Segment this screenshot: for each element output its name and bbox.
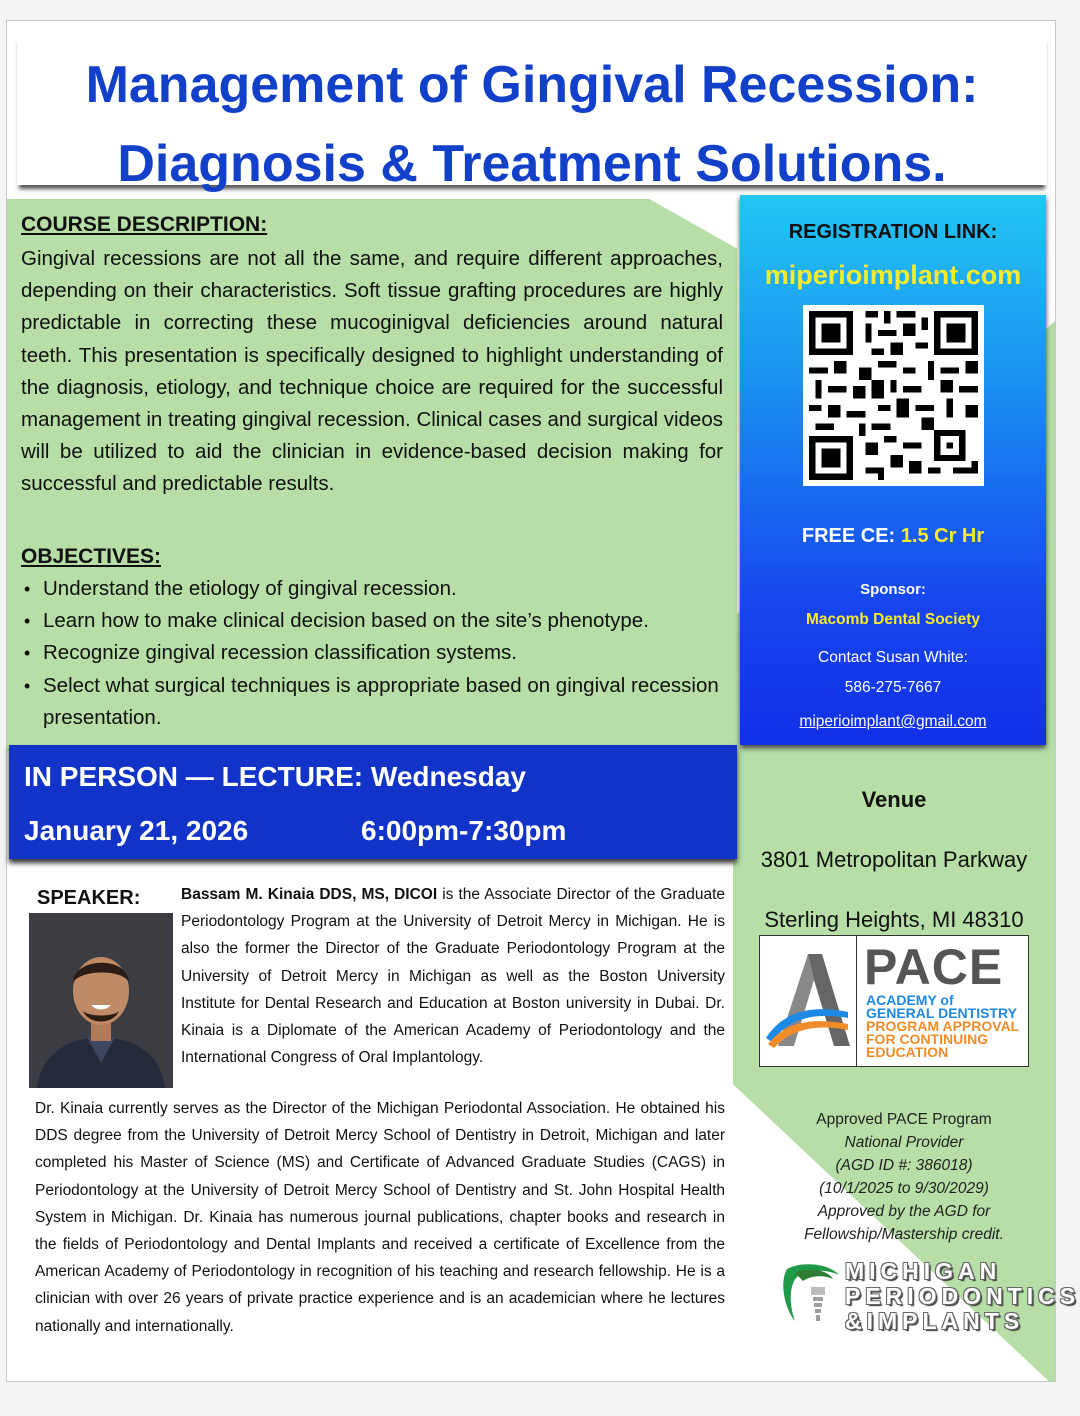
contact-phone[interactable]: 586-275-7667 [844, 679, 942, 696]
contact-label: Contact Susan White: [818, 649, 968, 666]
objective-item: • Recognize gingival recession classification systems. [21, 637, 723, 669]
speaker-bio-detail: Dr. Kinaia currently serves as the Director of the Michigan Periodontal Association. He obtained his DDS degree from the University of Detroit Mercy School of Dentistry in Detroit, Michigan and later completed his Master of Science (MS) and Certificate of Advanced Graduate Studies (CAGS) in Periodontology at the University of Detroit Mercy School of Dentistry and St. John Hospital Health System in Michigan. Dr. Kinaia has numerous journal publications, chapter books and research in the fields of Periodontology and Dental Implants and received a certificate of Excellence from the American Academy of Periodontology in recognition of his teaching and research fellowship. He is a clinician with over 26 years of private practice experience and is an academician where he lectures nationally and internationally. [35, 1100, 725, 1335]
registration-panel [740, 195, 1046, 745]
title-line-2: Diagnosis & Treatment Solutions. [117, 135, 947, 193]
objectives-list [21, 573, 723, 734]
title-line-1: Management of Gingival Recession: [85, 56, 979, 114]
speaker-label: SPEAKER: [37, 887, 141, 909]
event-time: 6:00pm-7:30pm [361, 815, 567, 846]
registration-link[interactable]: miperioimplant.com [764, 260, 1022, 290]
free-ce-value: 1.5 Cr Hr [900, 525, 985, 547]
pace-approval-text: PROGRAM APPROVAL FOR CONTINUING EDUCATION [866, 1018, 1020, 1060]
venue-address-line-1: 3801 Metropolitan Parkway [760, 847, 1028, 872]
objective-item: • Select what surgical techniques is appropriate based on gingival recession presentation. [21, 670, 723, 734]
tooth-implant-icon [771, 1261, 851, 1341]
bullet-icon: • [24, 675, 31, 696]
contact-email[interactable]: miperioimplant@gmail.com [799, 713, 987, 730]
course-description [21, 213, 723, 501]
qr-code-icon[interactable] [803, 305, 984, 486]
pace-academy-text: ACADEMY of GENERAL DENTISTRY [866, 992, 1017, 1021]
pace-divider [856, 936, 857, 1066]
speaker-name: Bassam M. Kinaia DDS, MS, DICOI [181, 886, 438, 903]
course-description-heading: COURSE DESCRIPTION: [21, 213, 268, 236]
objective-item: • Understand the etiology of gingival recession. [21, 573, 723, 605]
pace-logo [759, 935, 1029, 1067]
agd-a-icon [764, 950, 852, 1050]
pace-approval-statement: Approved PACE Program National Provider (AGD ID #: 386018) (10/1/2025 to 9/30/2029) Approved by the AGD for Fellowship/Mastership credit. [804, 1111, 1004, 1243]
sponsor-label: Sponsor: [860, 581, 926, 598]
free-ce: FREE CE: 1.5 Cr Hr [801, 525, 985, 547]
event-date: January 21, 2026 [24, 815, 249, 846]
michigan-periodontics-logo-text: MICHIGAN PERIODONTICS &IMPLANTS [845, 1258, 1080, 1334]
objectives [21, 545, 723, 734]
speaker-photo [29, 913, 173, 1088]
bullet-icon: • [24, 611, 31, 632]
objective-item: • Learn how to make clinical decision based on the site’s phenotype. [21, 605, 723, 637]
registration-title: REGISTRATION LINK: [788, 221, 998, 243]
flyer-page [6, 20, 1080, 1382]
course-description-text: Gingival recessions are not all the same, and require different approaches, depending on their characteristics. Soft tissue grafting procedures are highly predictable in correcting these mucoginigval deficiencies around natural teeth. This presentation is specifically designed to highlight understanding of the diagnosis, etiology, and technique choice are required for the successful management in treating gingival recession. Clinical cases and surgical videos will be utilized to aid the clinician in evidence-based decision making for successful and predictable results. [21, 247, 723, 496]
event-type: IN PERSON — LECTURE: Wednesday [24, 761, 527, 792]
title-banner [17, 35, 1047, 193]
pace-wordmark: PACE [864, 939, 1004, 995]
objectives-heading: OBJECTIVES: [21, 545, 162, 568]
event-banner [9, 745, 737, 859]
bullet-icon: • [24, 579, 31, 599]
venue-heading: Venue [861, 787, 927, 812]
venue-address-line-2: Sterling Heights, MI 48310 [764, 907, 1024, 932]
speaker-bio-intro: Bassam M. Kinaia DDS, MS, DICOI is the Associate Director of the Graduate Periodontology Program at the University of Detroit Mercy in Michigan. He is also the former the Director of the Graduate Periodontology Program at the University of Detroit Mercy in Michigan as well as the Boston University Institute for Dental Research and Education at Boston university in Dubai. Dr. Kinaia is a Diplomate of the American Academy of Periodontology and the International Congress of Oral Implantology. [181, 886, 725, 1067]
sponsor-name: Macomb Dental Society [806, 611, 980, 628]
bullet-icon: • [24, 643, 31, 664]
